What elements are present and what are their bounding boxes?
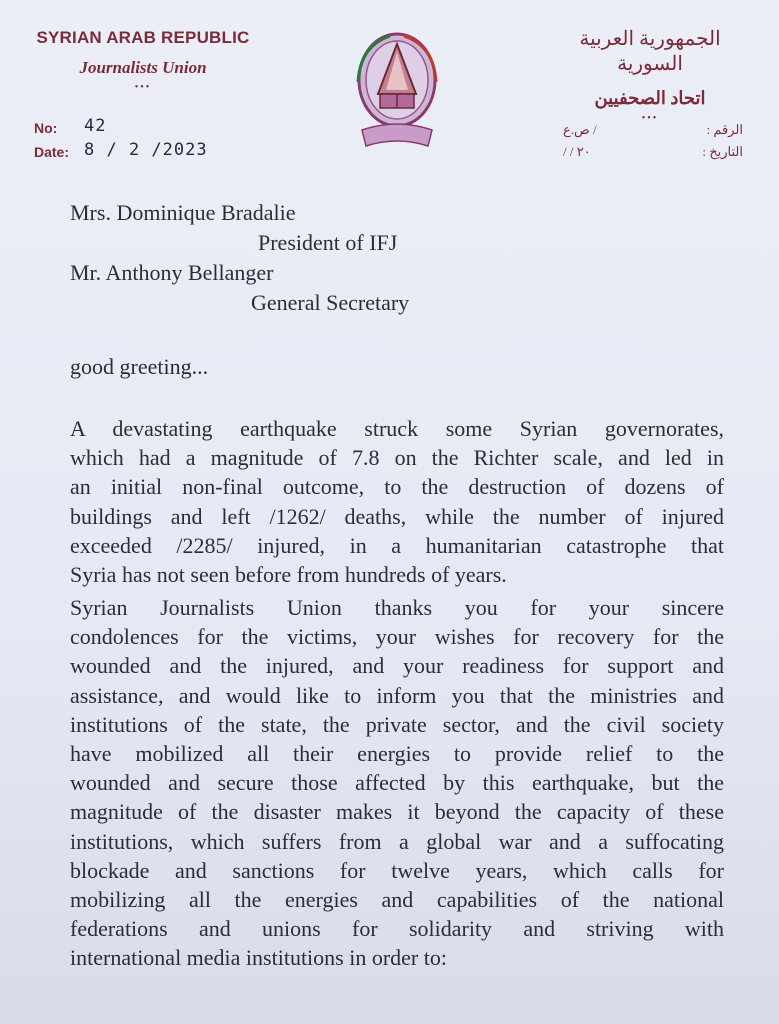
paragraph-line: exceeded /2285/ injured, in a humanitarian catastrophe that [70,532,724,558]
reference-block-en [34,112,208,160]
paragraph-1 [70,414,724,589]
paragraph-2 [70,593,724,973]
paragraph-line: condolences for the victims, your wishes for recovery for the [70,624,724,650]
paragraph-line: international media institutions in order to: [70,945,447,971]
ref-no-value-ar: / ص.ع [563,122,597,137]
addressee-title-1: President of IFJ [258,230,398,255]
paragraph-line: which had a magnitude of 7.8 on the Richter scale, and led in [70,445,724,471]
ref-no-label: No: [34,120,58,136]
paragraph-line: Syrian Journalists Union thanks you for your sincere [70,595,724,620]
paragraph-line: assistance, and would like to inform you that the ministries and [70,682,724,708]
paragraph-line: wounded and secure those affected by this earthquake, but the [70,770,724,796]
paragraph-line: mobilizing all the energies and capabilities of the national [70,887,724,913]
paragraph-line: buildings and left /1262/ deaths, while the number of injured [70,503,724,529]
union-name-en: Journalists Union [79,58,207,77]
addressee-title-2: General Secretary [251,290,410,315]
country-name-ar: الجمهورية العربية السورية [579,28,721,75]
paragraph-line: have mobilized all their energies to provide relief to the [70,741,724,767]
ref-date-value: 8 / 2 /2023 [84,140,208,160]
greeting: good greeting... [70,354,209,379]
union-name-ar: اتحاد الصحفيين [594,88,706,108]
paragraph-line: institutions, which suffers from a global war and a suffocating [70,828,724,854]
addressees [70,198,409,318]
ref-date-label: Date: [34,144,70,160]
paragraph-line: Syria has not seen before from hundreds of years. [70,562,507,588]
journalists-union-emblem-icon [350,22,445,154]
ornament-dots-ar: ••• [641,113,659,124]
ref-no-value: 42 [84,116,107,136]
paragraph-line: federations and unions for solidarity and striving with [70,916,724,942]
paragraph-line: wounded and the injured, and your readiness for support and [70,653,724,679]
addressee-name-2: Mr. Anthony Bellanger [70,260,274,285]
addressee-name-1: Mrs. Dominique Bradalie [70,200,296,225]
ref-no-label-ar: الرقم : [706,122,743,137]
country-name-en: SYRIAN ARAB REPUBLIC [36,28,250,47]
paragraph-line: institutions of the state, the private sector, and the civil society [70,711,724,737]
ornament-dots: ••• [134,82,152,93]
ref-date-value-ar: ٢٠ / / [563,144,591,159]
reference-block-ar [563,122,743,166]
paragraph-line: magnitude of the disaster makes it beyond the capacity of these [70,799,724,825]
letterhead-english [28,28,258,93]
ref-date-label-ar: التاريخ : [702,144,743,159]
paragraph-line: an initial non-final outcome, to the destruction of dozens of [70,474,724,500]
paragraph-line: blockade and sanctions for twelve years, which calls for [70,857,724,883]
letterhead-arabic [545,26,755,124]
paragraph-line: A devastating earthquake struck some Syrian governorates, [70,416,724,441]
